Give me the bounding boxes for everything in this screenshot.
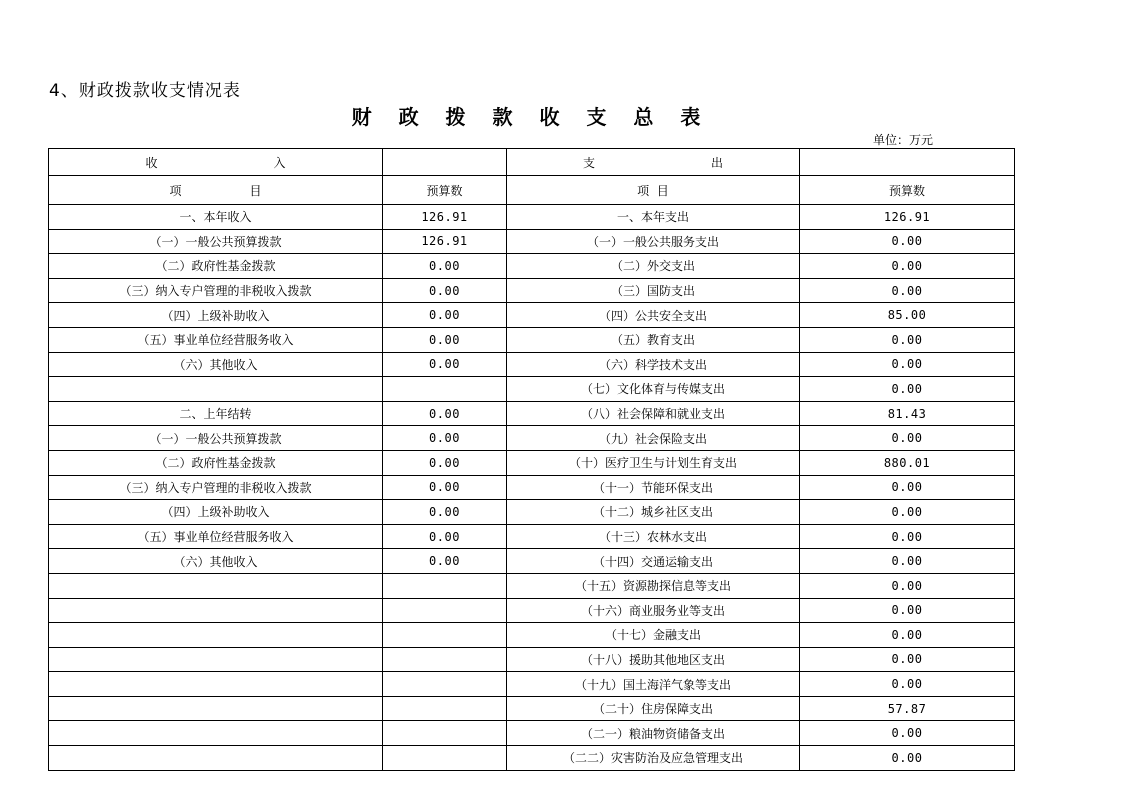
- table-top-header-row: [49, 149, 1015, 176]
- income-item-cell: [49, 573, 383, 598]
- income-item-cell: 一、本年收入: [49, 205, 383, 230]
- income-item-cell: [49, 672, 383, 697]
- expense-item-cell: （二）外交支出: [507, 254, 800, 279]
- income-value-cell: 0.00: [383, 500, 507, 525]
- table-row: [49, 598, 1015, 623]
- expense-item-cell: （十）医疗卫生与计划生育支出: [507, 450, 800, 475]
- income-value-cell: 0.00: [383, 524, 507, 549]
- income-item-header-char-a: 项: [169, 183, 182, 198]
- table-row: [49, 205, 1015, 230]
- income-item-cell: [49, 746, 383, 771]
- expense-item-cell: （八）社会保障和就业支出: [507, 401, 800, 426]
- expense-value-cell: 0.00: [800, 426, 1015, 451]
- income-value-cell: [383, 377, 507, 402]
- table-row: [49, 647, 1015, 672]
- expense-value-cell: 0.00: [800, 327, 1015, 352]
- income-item-cell: 二、上年结转: [49, 401, 383, 426]
- expense-value-cell: 0.00: [800, 475, 1015, 500]
- expense-item-cell: （十四）交通运输支出: [507, 549, 800, 574]
- expense-item-header: 项 目: [507, 176, 800, 205]
- expense-item-cell: （一）一般公共服务支出: [507, 229, 800, 254]
- income-item-cell: [49, 647, 383, 672]
- table-row: [49, 352, 1015, 377]
- income-header-cell: [49, 149, 383, 176]
- expense-value-cell: 0.00: [800, 377, 1015, 402]
- income-item-cell: [49, 598, 383, 623]
- income-item-cell: （二）政府性基金拨款: [49, 450, 383, 475]
- expense-item-cell: （十五）资源勘探信息等支出: [507, 573, 800, 598]
- table-row: [49, 549, 1015, 574]
- expense-item-cell: （十一）节能环保支出: [507, 475, 800, 500]
- expense-value-cell: 0.00: [800, 623, 1015, 648]
- income-budget-header: 预算数: [383, 176, 507, 205]
- expense-item-cell: （十二）城乡社区支出: [507, 500, 800, 525]
- income-item-cell: （三）纳入专户管理的非税收入拨款: [49, 475, 383, 500]
- table-row: [49, 746, 1015, 771]
- expense-value-cell: 0.00: [800, 672, 1015, 697]
- expense-value-cell: 0.00: [800, 598, 1015, 623]
- income-value-cell: 0.00: [383, 401, 507, 426]
- table-row: [49, 327, 1015, 352]
- expense-item-cell: （十六）商业服务业等支出: [507, 598, 800, 623]
- income-value-cell: 0.00: [383, 327, 507, 352]
- table-row: [49, 573, 1015, 598]
- table-row: [49, 696, 1015, 721]
- income-item-cell: （三）纳入专户管理的非税收入拨款: [49, 278, 383, 303]
- expense-value-cell: 0.00: [800, 229, 1015, 254]
- table-row: [49, 672, 1015, 697]
- expense-value-cell: 880.01: [800, 450, 1015, 475]
- expense-header-char-a: 支: [583, 155, 596, 170]
- expense-item-cell: （六）科学技术支出: [507, 352, 800, 377]
- expense-item-cell: （十七）金融支出: [507, 623, 800, 648]
- budget-summary-table: [48, 148, 1015, 771]
- expense-value-cell: 0.00: [800, 573, 1015, 598]
- expense-item-cell: （五）教育支出: [507, 327, 800, 352]
- expense-item-cell: （三）国防支出: [507, 278, 800, 303]
- income-item-cell: （五）事业单位经营服务收入: [49, 327, 383, 352]
- table-row: [49, 229, 1015, 254]
- expense-item-cell: （四）公共安全支出: [507, 303, 800, 328]
- table-row: [49, 303, 1015, 328]
- table-sub-header-row: [49, 176, 1015, 205]
- table-row: [49, 377, 1015, 402]
- income-value-cell: [383, 598, 507, 623]
- expense-value-cell: 0.00: [800, 352, 1015, 377]
- expense-item-cell: （二十）住房保障支出: [507, 696, 800, 721]
- income-item-cell: （六）其他收入: [49, 549, 383, 574]
- table-row: [49, 721, 1015, 746]
- expense-item-cell: （七）文化体育与传媒支出: [507, 377, 800, 402]
- income-value-cell: 0.00: [383, 254, 507, 279]
- expense-item-cell: （十九）国土海洋气象等支出: [507, 672, 800, 697]
- income-value-cell: 126.91: [383, 205, 507, 230]
- income-item-cell: （一）一般公共预算拨款: [49, 229, 383, 254]
- expense-budget-header: 预算数: [800, 176, 1015, 205]
- income-item-cell: （二）政府性基金拨款: [49, 254, 383, 279]
- income-value-cell: [383, 746, 507, 771]
- income-item-cell: （四）上级补助收入: [49, 303, 383, 328]
- expense-value-cell: 81.43: [800, 401, 1015, 426]
- expense-item-cell: （二一）粮油物资储备支出: [507, 721, 800, 746]
- income-header-char-b: 入: [273, 155, 286, 170]
- expense-value-cell: 0.00: [800, 524, 1015, 549]
- table-row: [49, 254, 1015, 279]
- income-value-cell: 0.00: [383, 475, 507, 500]
- income-item-cell: （四）上级补助收入: [49, 500, 383, 525]
- income-item-cell: [49, 696, 383, 721]
- income-header-blank-cell: [383, 149, 507, 176]
- section-heading: 4、财政拨款收支情况表: [49, 81, 241, 101]
- unit-label: 单位：万元: [873, 133, 934, 147]
- income-value-cell: [383, 696, 507, 721]
- expense-header-blank-cell: [800, 149, 1015, 176]
- income-value-cell: [383, 721, 507, 746]
- expense-value-cell: 85.00: [800, 303, 1015, 328]
- income-value-cell: 0.00: [383, 450, 507, 475]
- expense-header-cell: [507, 149, 800, 176]
- document-title: 财 政 拨 款 收 支 总 表: [351, 105, 711, 129]
- expense-value-cell: 126.91: [800, 205, 1015, 230]
- expense-value-cell: 0.00: [800, 721, 1015, 746]
- table-row: [49, 278, 1015, 303]
- income-value-cell: [383, 672, 507, 697]
- table-row: [49, 500, 1015, 525]
- income-value-cell: [383, 623, 507, 648]
- table-row: [49, 524, 1015, 549]
- income-item-header-cell: [49, 176, 383, 205]
- income-item-cell: [49, 377, 383, 402]
- table-row: [49, 450, 1015, 475]
- expense-header-char-b: 出: [710, 155, 723, 170]
- expense-item-cell: （二二）灾害防治及应急管理支出: [507, 746, 800, 771]
- expense-value-cell: 0.00: [800, 746, 1015, 771]
- income-value-cell: [383, 647, 507, 672]
- expense-value-cell: 0.00: [800, 500, 1015, 525]
- income-value-cell: 126.91: [383, 229, 507, 254]
- expense-item-cell: 一、本年支出: [507, 205, 800, 230]
- income-value-cell: 0.00: [383, 352, 507, 377]
- expense-value-cell: 0.00: [800, 254, 1015, 279]
- income-item-cell: （一）一般公共预算拨款: [49, 426, 383, 451]
- income-item-cell: （五）事业单位经营服务收入: [49, 524, 383, 549]
- income-value-cell: 0.00: [383, 303, 507, 328]
- expense-value-cell: 0.00: [800, 278, 1015, 303]
- table-row: [49, 426, 1015, 451]
- income-value-cell: 0.00: [383, 549, 507, 574]
- expense-item-cell: （十三）农林水支出: [507, 524, 800, 549]
- expense-item-cell: （十八）援助其他地区支出: [507, 647, 800, 672]
- expense-value-cell: 0.00: [800, 549, 1015, 574]
- table-row: [49, 623, 1015, 648]
- income-header-char-a: 收: [145, 155, 158, 170]
- income-value-cell: 0.00: [383, 278, 507, 303]
- expense-value-cell: 0.00: [800, 647, 1015, 672]
- table-row: [49, 401, 1015, 426]
- income-item-header-char-b: 目: [249, 183, 262, 198]
- income-item-cell: [49, 623, 383, 648]
- income-item-cell: [49, 721, 383, 746]
- income-value-cell: 0.00: [383, 426, 507, 451]
- table-row: [49, 475, 1015, 500]
- income-value-cell: [383, 573, 507, 598]
- expense-value-cell: 57.87: [800, 696, 1015, 721]
- expense-item-cell: （九）社会保险支出: [507, 426, 800, 451]
- income-item-cell: （六）其他收入: [49, 352, 383, 377]
